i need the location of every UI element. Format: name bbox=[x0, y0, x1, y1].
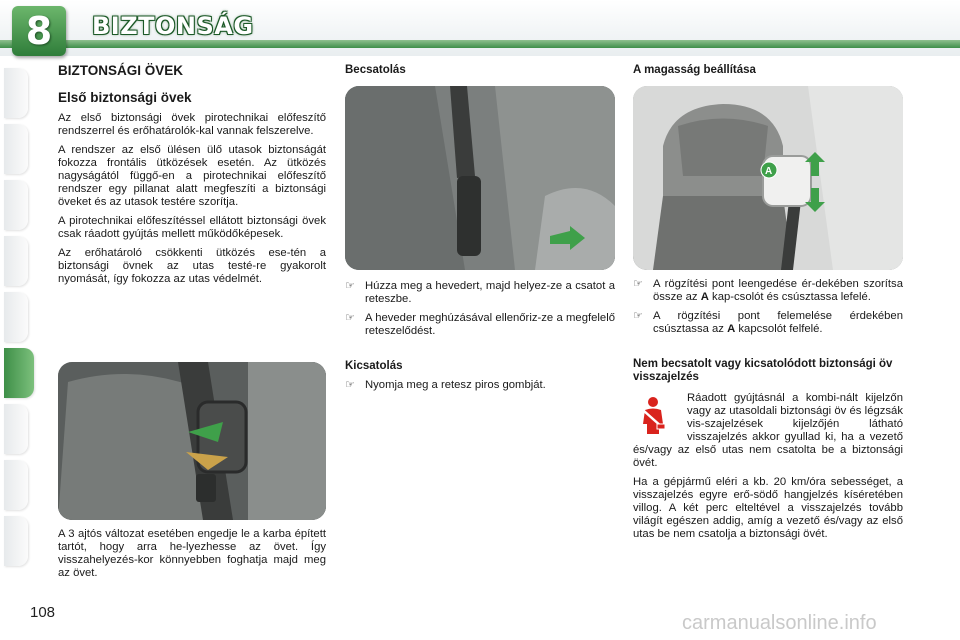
chapter-tab-4[interactable] bbox=[4, 236, 28, 286]
chapter-tab-10[interactable] bbox=[4, 516, 28, 566]
warning-paragraph-2: Ha a gépjármű eléri a kb. 20 km/óra sebességet, a visszajelzés egyre erő-södő hangjelzés kíséretében villog. A két perc elteltével a visszajelzés tovább világít egészen addig, amíg a vezető és/vagy az első utas be nem csatolja a biztonsági övét. bbox=[633, 476, 903, 540]
pointing-hand-icon: ☞ bbox=[345, 379, 355, 391]
chapter-title: BIZTONSÁG bbox=[92, 12, 254, 40]
photo-seatbelt-holder bbox=[58, 362, 326, 520]
fasten-heading: Becsatolás bbox=[345, 64, 406, 76]
column-3 bbox=[633, 278, 903, 547]
height-heading: A magasság beállítása bbox=[633, 64, 756, 76]
paragraph: A rendszer az első ülésen ülő utasok biztonságát fokozza frontális ütközések esetén. Az ütközés nagyságától függő-en a pirotechnikai előfeszítő rendszer egy pillanat alatt megfeszíti a biztonsági öveket és az utasok testére szorítja. bbox=[58, 144, 326, 208]
chapter-tab-9[interactable] bbox=[4, 460, 28, 510]
column-2-heading bbox=[345, 64, 615, 77]
chapter-number: 8 bbox=[25, 9, 53, 53]
chapter-tab-8-active[interactable] bbox=[4, 348, 34, 398]
photo-buckle-illustration bbox=[345, 86, 615, 270]
subsection-heading: Első biztonsági övek bbox=[58, 90, 192, 105]
warning-paragraph: Ráadott gyújtásnál a kombi-nált kijelzőn vagy az utasoldali biztonsági öv és légzsák vis-szajelzések kijelzőjén látható visszajelzés akkor gyullad ki, ha a vezető és/vagy az első utas nem csatolta be a biztonsági övét. bbox=[633, 392, 903, 469]
paragraph: A pirotechnikai előfeszítéssel ellátott biztonsági övek csak ráadott gyújtás mellett működőképesek. bbox=[58, 215, 326, 240]
paragraph: Az első biztonsági övek pirotechnikai előfeszítő rendszerrel és erőhatárolók-kal vannak felszerelve. bbox=[58, 112, 326, 137]
chapter-tab-3[interactable] bbox=[4, 180, 28, 230]
column-2 bbox=[345, 280, 615, 398]
column-1 bbox=[58, 64, 326, 292]
pointing-hand-icon: ☞ bbox=[345, 312, 355, 324]
seatbelt-warning-icon-svg bbox=[633, 394, 677, 438]
watermark: carmanualsonline.info bbox=[682, 612, 877, 634]
fasten-step-2: ☞ A heveder meghúzásával ellenőriz-ze a megfelelő reteszelődést. bbox=[345, 312, 615, 337]
seatbelt-warning-icon bbox=[633, 394, 683, 442]
unfasten-step-1: ☞ Nyomja meg a retesz piros gombját. bbox=[345, 379, 546, 391]
chapter-tab-1[interactable] bbox=[4, 68, 28, 118]
chapter-badge bbox=[12, 6, 66, 56]
photo-buckle bbox=[345, 86, 615, 270]
column-3-heading bbox=[633, 64, 903, 77]
chapter-tab-2[interactable] bbox=[4, 124, 28, 174]
paragraph: Az erőhatároló csökkenti ütközés ese-tén a biztonsági övnek az utas testé-re gyakorolt nyomását, így fokozza az utas védelmét. bbox=[58, 247, 326, 285]
chapter-tab-7[interactable] bbox=[4, 404, 28, 454]
page-number: 108 bbox=[30, 604, 56, 621]
column-1-caption bbox=[58, 528, 326, 586]
height-step-1: ☞ A rögzítési pont leengedése ér-dekében szorítsa össze az A kap-csolót és csúsztassa lefelé. bbox=[633, 278, 903, 303]
pointing-hand-icon: ☞ bbox=[633, 310, 643, 322]
unfasten-heading: Kicsatolás bbox=[345, 360, 403, 372]
photo-height-adjuster-illustration bbox=[633, 86, 903, 270]
chapter-tab-5[interactable] bbox=[4, 292, 28, 342]
fasten-step-1: ☞ Húzza meg a hevedert, majd helyez-ze a csatot a reteszbe. bbox=[345, 280, 615, 305]
photo-seatbelt-holder-illustration bbox=[58, 362, 326, 520]
pointing-hand-icon: ☞ bbox=[633, 278, 643, 290]
warning-block bbox=[633, 392, 903, 470]
photo-caption: A 3 ajtós változat esetében engedje le a karba épített tartót, hogy arra he-lyezhesse az övet. Így visszahelyezés-kor könnyebben foghatja majd meg az övet. bbox=[58, 528, 326, 579]
label-a: A bbox=[765, 166, 773, 177]
height-step-2: ☞ A rögzítési pont felemelése érdekében csúsztassa az A kapcsolót felfelé. bbox=[633, 310, 903, 335]
photo-height-adjuster bbox=[633, 86, 903, 270]
section-heading: BIZTONSÁGI ÖVEK bbox=[58, 63, 184, 78]
header-bar bbox=[0, 40, 960, 48]
pointing-hand-icon: ☞ bbox=[345, 280, 355, 292]
warning-heading: Nem becsatolt vagy kicsatolódott biztonsági öv visszajelzés bbox=[633, 358, 893, 383]
